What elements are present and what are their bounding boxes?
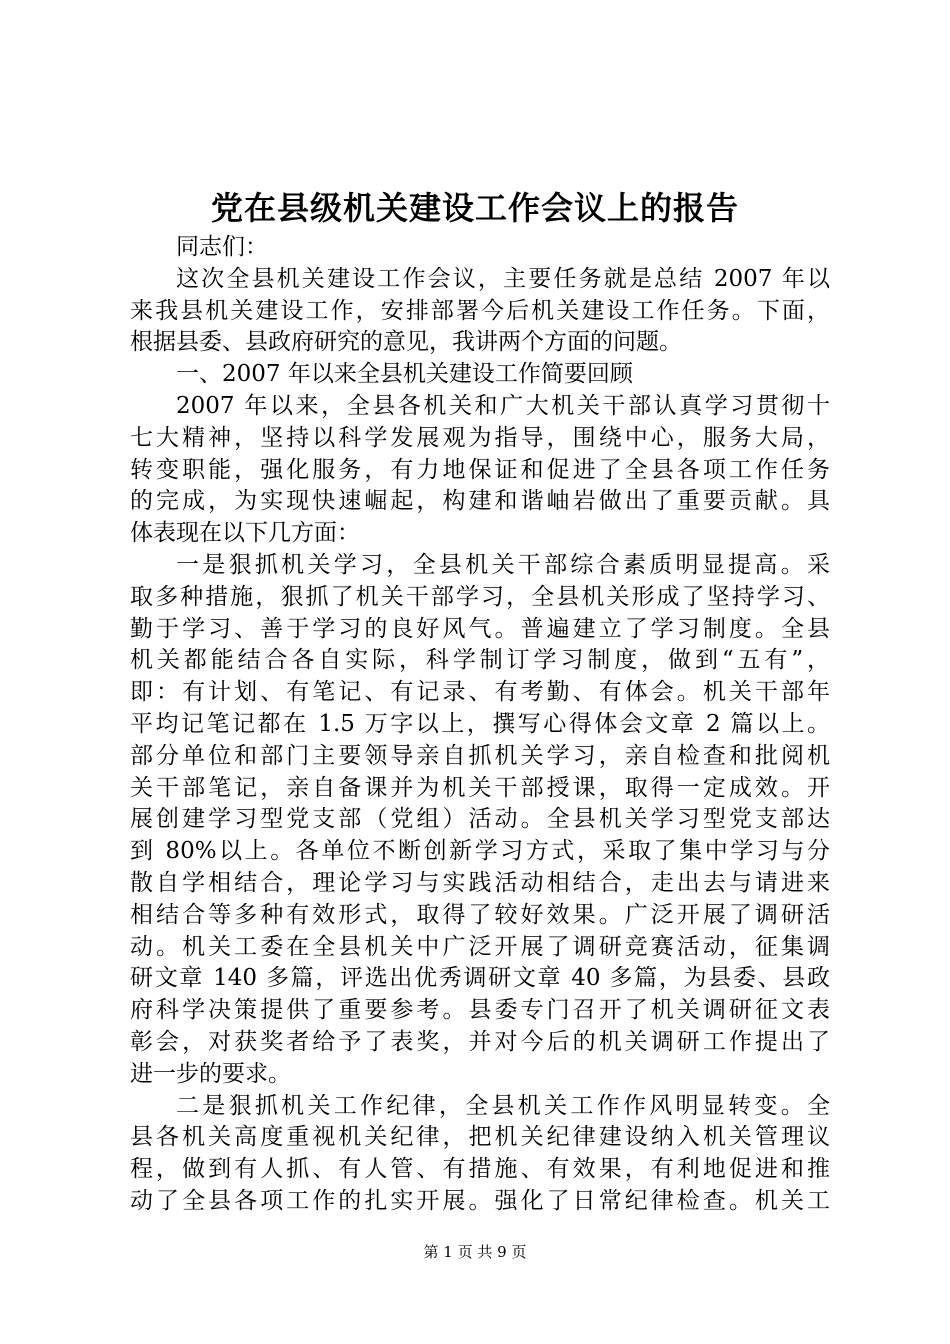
text-line: 根据县委、县政府研究的意见，我讲两个方面的问题。 [130,329,682,356]
text-line: 平均记笔记都在 1.5 万字以上，撰写心得体会文章 2 篇以上。 [130,710,830,737]
text-line: 府科学决策提供了重要参考。县委专门召开了机关调研征文表 [130,997,830,1024]
text-line: 彰会，对获奖者给予了表奖，并对今后的机关调研工作提出了 [130,1028,830,1055]
document-body [130,232,830,1218]
text-line: 一、2007 年以来全县机关建设工作简要回顾 [176,361,633,388]
text-line: 部分单位和部门主要领导亲自抓机关学习，亲自检查和批阅机 [130,742,830,769]
text-line: 散自学相结合，理论学习与实践活动相结合，走出去与请进来 [130,869,830,896]
text-line: 研文章 140 多篇，评选出优秀调研文章 40 多篇，为县委、县政 [130,965,830,992]
text-line: 一是狠抓机关学习，全县机关干部综合素质明显提高。采 [176,551,830,578]
text-line: 取多种措施，狠抓了机关干部学习，全县机关形成了坚持学习、 [130,583,830,610]
text-line: 同志们： [176,234,268,260]
text-line: 来我县机关建设工作，安排部署今后机关建设工作任务。下面， [130,297,830,324]
document-title: 党在县级机关建设工作会议上的报告 [210,189,739,227]
text-line: 机关都能结合各自实际，科学制订学习制度，做到“五有”， [130,647,830,674]
text-line: 动。机关工委在全县机关中广泛开展了调研竞赛活动，征集调 [130,933,830,960]
text-line: 2007 年以来，全县各机关和广大机关干部认真学习贯彻十 [176,392,830,419]
text-line: 二是狠抓机关工作纪律，全县机关工作作风明显转变。全 [176,1092,830,1119]
text-line: 的完成，为实现快速崛起，构建和谐岫岩做出了重要贡献。具 [130,488,830,515]
text-line: 进一步的要求。 [130,1060,291,1087]
text-line: 体表现在以下几方面： [130,520,360,547]
text-line: 勤于学习、善于学习的良好风气。普遍建立了学习制度。全县 [130,615,830,642]
text-line: 程，做到有人抓、有人管、有措施、有效果，有利地促进和推 [130,1156,830,1183]
text-line: 这次全县机关建设工作会议，主要任务就是总结 2007 年以 [176,265,830,292]
text-line: 转变职能，强化服务，有力地保证和促进了全县各项工作任务 [130,456,830,483]
text-line: 相结合等多种有效形式，取得了较好效果。广泛开展了调研活 [130,901,830,928]
text-line: 到 80%以上。各单位不断创新学习方式，采取了集中学习与分 [130,838,830,865]
page-footer: 第 1 页 共 9 页 [423,1243,527,1261]
text-line: 七大精神，坚持以科学发展观为指导，围绕中心，服务大局， [130,424,830,451]
text-line: 县各机关高度重视机关纪律，把机关纪律建设纳入机关管理议 [130,1124,830,1151]
text-line: 即：有计划、有笔记、有记录、有考勤、有体会。机关干部年 [130,679,830,706]
text-line: 关干部笔记，亲自备课并为机关干部授课，取得一定成效。开 [130,774,830,801]
text-line: 动了全县各项工作的扎实开展。强化了日常纪律检查。机关工 [130,1187,830,1214]
text-line: 展创建学习型党支部（党组）活动。全县机关学习型党支部达 [130,806,830,833]
